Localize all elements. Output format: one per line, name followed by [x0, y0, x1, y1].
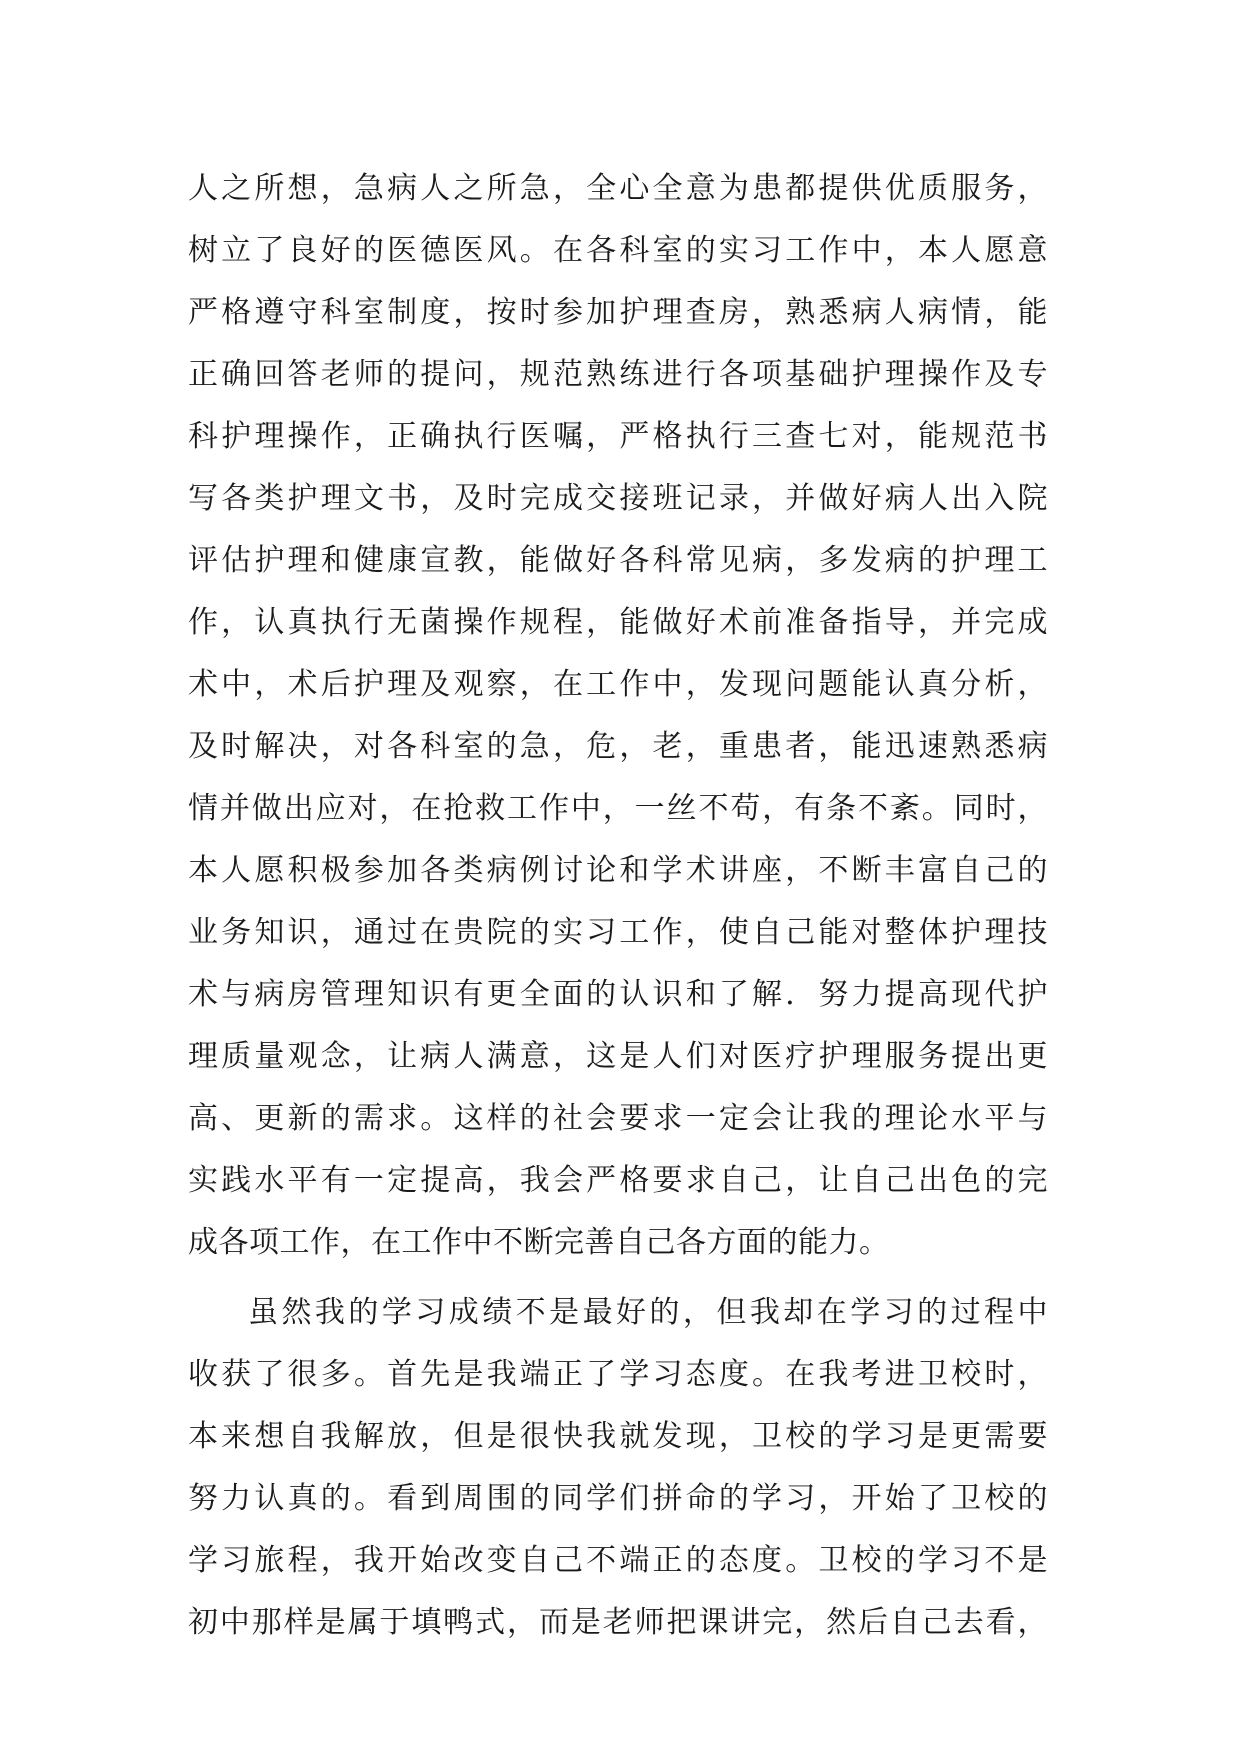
text-line: 正确回答老师的提问，规范熟练进行各项基础护理操作及专 [188, 357, 1048, 392]
paragraph-gap [188, 1274, 1048, 1282]
paragraph-2 [188, 1282, 1048, 1654]
text-line: 高、更新的需求。这样的社会要求一定会让我的理论水平与 [188, 1101, 1048, 1136]
text-line: 严格遵守科室制度，按时参加护理查房，熟悉病人病情，能 [188, 295, 1048, 330]
text-line: 写各类护理文书，及时完成交接班记录，并做好病人出入院 [188, 481, 1048, 516]
text-line: 实践水平有一定提高，我会严格要求自己，让自己出色的完 [188, 1163, 1048, 1198]
text-line: 情并做出应对，在抢救工作中，一丝不苟，有条不紊。同时， [188, 791, 1048, 826]
paragraph-1 [188, 158, 1048, 1274]
text-line: 作，认真执行无菌操作规程，能做好术前准备指导，并完成 [188, 605, 1048, 640]
text-line: 努力认真的。看到周围的同学们拼命的学习，开始了卫校的 [188, 1481, 1048, 1516]
text-line: 本来想自我解放，但是很快我就发现，卫校的学习是更需要 [188, 1419, 1048, 1454]
text-line: 科护理操作，正确执行医嘱，严格执行三查七对，能规范书 [188, 419, 1048, 454]
text-line: 术中，术后护理及观察，在工作中，发现问题能认真分析， [188, 667, 1048, 702]
text-line: 本人愿积极参加各类病例讨论和学术讲座，不断丰富自己的 [188, 853, 1048, 888]
text-line: 学习旅程，我开始改变自己不端正的态度。卫校的学习不是 [188, 1543, 1048, 1578]
text-line: 虽然我的学习成绩不是最好的，但我却在学习的过程中 [248, 1295, 1048, 1330]
text-line: 理质量观念，让病人满意，这是人们对医疗护理服务提出更 [188, 1039, 1048, 1074]
text-line: 及时解决，对各科室的急，危，老，重患者，能迅速熟悉病 [188, 729, 1048, 764]
text-line: 术与病房管理知识有更全面的认识和了解．努力提高现代护 [188, 977, 1048, 1012]
text-line: 成各项工作，在工作中不断完善自己各方面的能力。 [188, 1225, 890, 1260]
text-line: 人之所想，急病人之所急，全心全意为患都提供优质服务， [188, 171, 1048, 206]
text-line: 初中那样是属于填鸭式，而是老师把课讲完，然后自己去看， [188, 1605, 1048, 1640]
text-line: 业务知识，通过在贵院的实习工作，使自己能对整体护理技 [188, 915, 1048, 950]
text-line: 评估护理和健康宣教，能做好各科常见病，多发病的护理工 [188, 543, 1048, 578]
document-body [188, 158, 1048, 1654]
text-line: 树立了良好的医德医风。在各科室的实习工作中，本人愿意 [188, 233, 1048, 268]
text-line: 收获了很多。首先是我端正了学习态度。在我考进卫校时， [188, 1357, 1048, 1392]
